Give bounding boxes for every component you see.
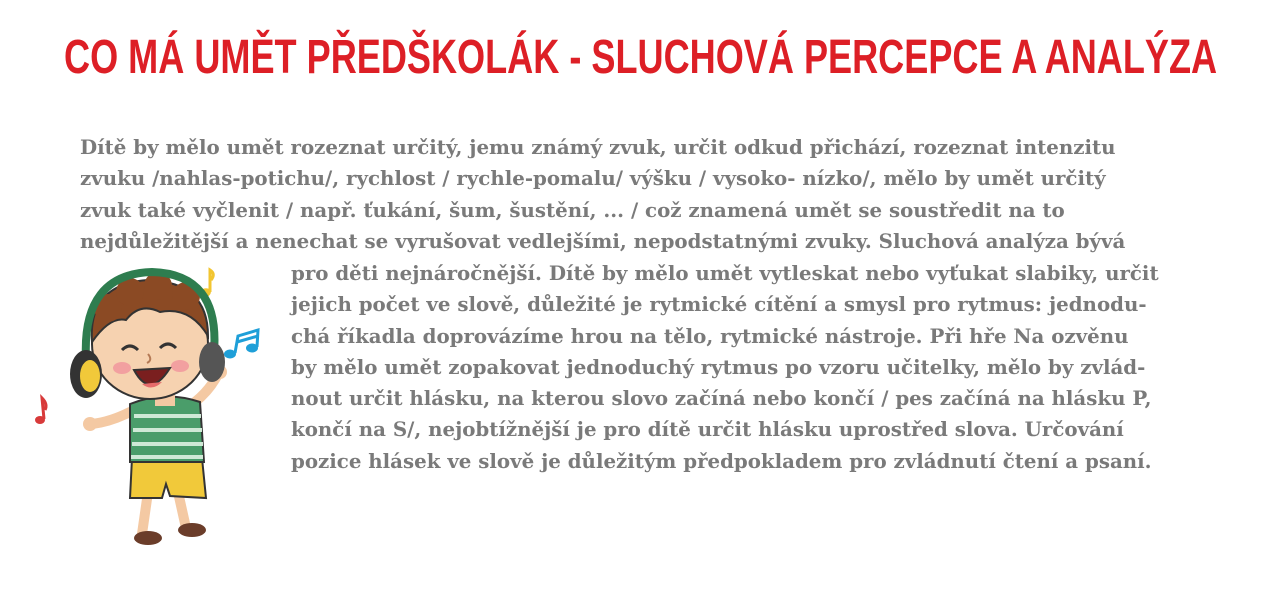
text-line: by mělo umět zopakovat jednoduchý rytmus po vzoru učitelky, mělo by zvlád- (291, 354, 1146, 379)
text-line: pro děti nejnáročnější. Dítě by mělo umět vytleskat nebo vyťukat slabiky, určit (291, 261, 1159, 285)
text-line: nejdůležitější a nenechat se vyrušovat vedlejšími, nepodstatnými zvuky. Sluchová analýza bývá (80, 228, 1126, 253)
text-line: Dítě by mělo umět rozeznat určitý, jemu známý zvuk, určit odkud přichází, rozeznat intenzitu (80, 135, 1116, 159)
text-line: končí na S/, nejobtížnější je pro dítě určit hlásku uprostřed slova. Určování (291, 417, 1124, 442)
text-line: pozice hlásek ve slově je důležitým předpokladem pro zvládnutí čtení a psaní. (291, 448, 1152, 473)
paragraph-top (80, 132, 1220, 257)
text-line: jejich počet ve slově, důležité je rytmické cítění a smysl pro rytmus: jednodu- (291, 292, 1147, 317)
text-line: zvuk také vyčlenit / např. ťukání, šum, šustění, ... / což znamená umět se soustředit na to (80, 197, 1065, 222)
red-music-note-icon (35, 398, 46, 424)
paragraph-wrapped (291, 258, 1231, 477)
page-title: CO MÁ UMĚT PŘEDŠKOLÁK - SLUCHOVÁ PERCEPCE A ANALÝZA (64, 31, 1218, 84)
text-line: zvuku /nahlas-potichu/, rychlost / rychle-pomalu/ výšku / vysoko- nízko/, mělo by umět určitý (80, 166, 1106, 191)
text-line: nout určit hlásku, na kterou slovo začíná nebo končí / pes začíná na hlásku P, (291, 386, 1152, 411)
text-line: chá říkadla doprovázíme hrou na tělo, rytmické nástroje. Při hře Na ozvěnu (291, 323, 1129, 348)
child-with-headphones-illustration (30, 262, 270, 552)
blue-music-note-icon (224, 330, 258, 359)
